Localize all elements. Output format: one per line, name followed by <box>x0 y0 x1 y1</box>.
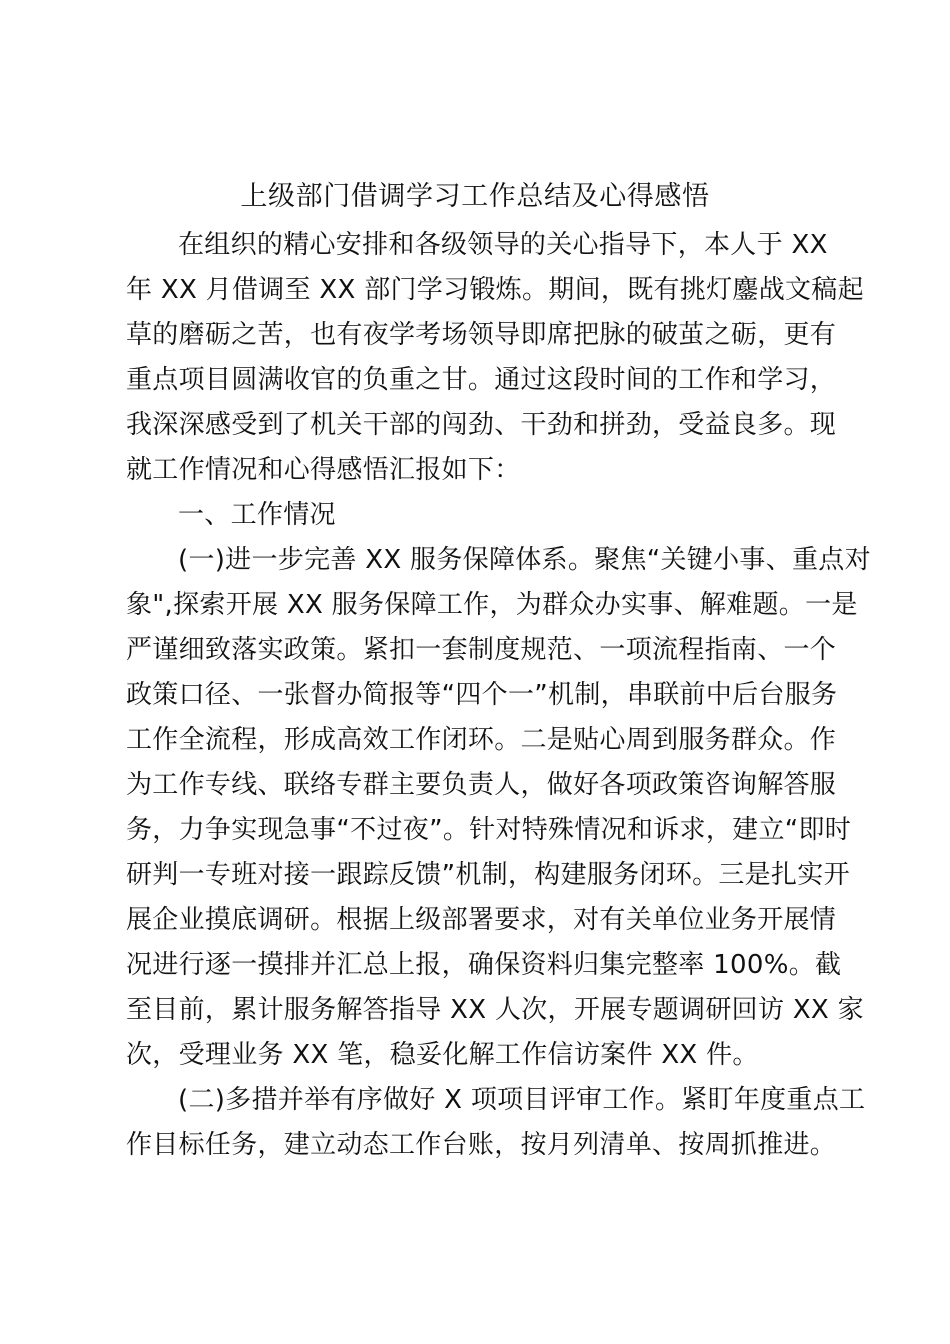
paragraph-line: 象",探索开展 XX 服务保障工作，为群众办实事、解难题。一是 <box>126 590 858 620</box>
paragraph-line: 至目前，累计服务解答指导 XX 人次，开展专题调研回访 XX 家 <box>126 995 864 1025</box>
paragraph-line: (一)进一步完善 XX 服务保障体系。聚焦“关键小事、重点对 <box>178 545 871 575</box>
paragraph-line: 研判一专班对接一跟踪反馈”机制，构建服务闭环。三是扎实开 <box>126 860 850 890</box>
paragraph-line: 草的磨砺之苦，也有夜学考场领导即席把脉的破茧之砺，更有 <box>126 320 837 350</box>
paragraph-line: 工作全流程，形成高效工作闭环。二是贴心周到服务群众。作 <box>126 725 837 755</box>
paragraph-line: 严谨细致落实政策。紧扣一套制度规范、一项流程指南、一个 <box>126 635 837 665</box>
paragraph-line: 作目标任务，建立动态工作台账，按月列清单、按周抓推进。 <box>126 1130 837 1160</box>
paragraph-line: 政策口径、一张督办简报等“四个一”机制，串联前中后台服务 <box>126 680 838 710</box>
paragraph-line: (二)多措并举有序做好 X 项项目评审工作。紧盯年度重点工 <box>178 1085 866 1115</box>
paragraph-line: 重点项目圆满收官的负重之甘。通过这段时间的工作和学习， <box>126 365 837 395</box>
section-heading: 一、工作情况 <box>178 500 336 530</box>
paragraph-line: 展企业摸底调研。根据上级部署要求，对有关单位业务开展情 <box>126 905 837 935</box>
paragraph-line: 务，力争实现急事“不过夜”。针对特殊情况和诉求，建立“即时 <box>126 815 852 845</box>
paragraph-line: 况进行逐一摸排并汇总上报，确保资料归集完整率 100%。截 <box>126 950 842 980</box>
document-title: 上级部门借调学习工作总结及心得感悟 <box>240 181 710 212</box>
paragraph-line: 为工作专线、联络专群主要负责人，做好各项政策咨询解答服 <box>126 770 837 800</box>
paragraph-line: 在组织的精心安排和各级领导的关心指导下，本人于 XX <box>178 230 828 260</box>
paragraph-line: 年 XX 月借调至 XX 部门学习锻炼。期间，既有挑灯鏖战文稿起 <box>126 275 864 305</box>
paragraph-line: 次，受理业务 XX 笔，稳妥化解工作信访案件 XX 件。 <box>126 1040 759 1070</box>
paragraph-line: 我深深感受到了机关干部的闯劲、干劲和拼劲，受益良多。现 <box>126 410 837 440</box>
paragraph-line: 就工作情况和心得感悟汇报如下： <box>126 455 521 485</box>
